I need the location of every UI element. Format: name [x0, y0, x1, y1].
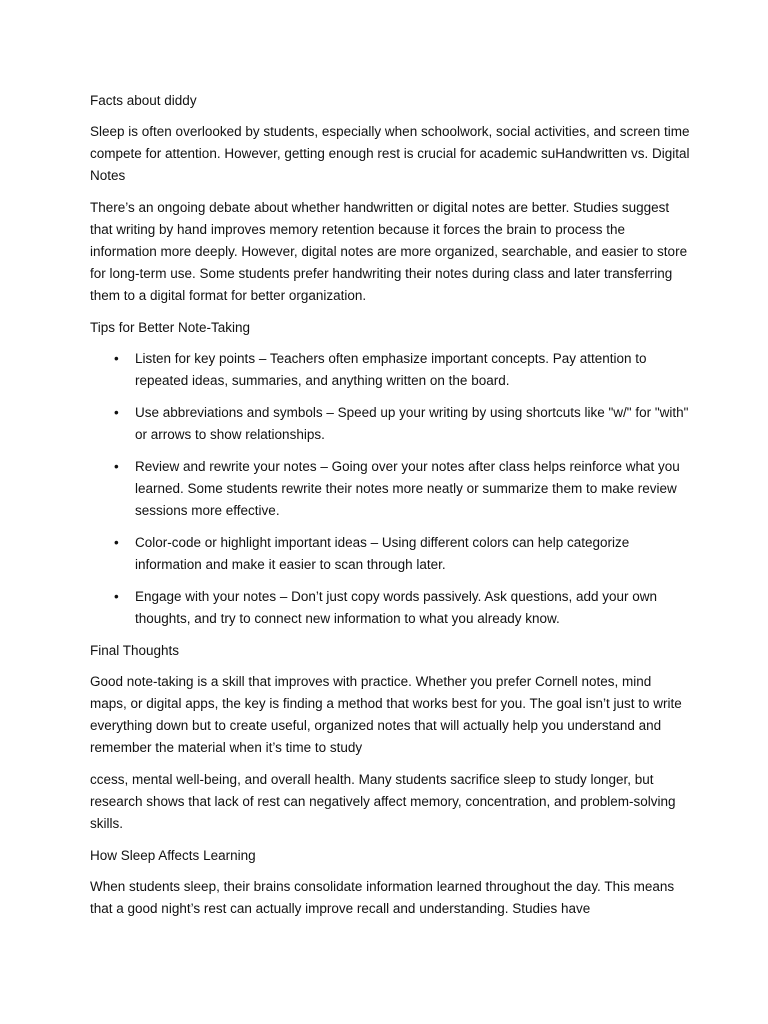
- continued-paragraph: ccess, mental well-being, and overall health. Many students sacrifice sleep to study longer, but research shows that lack of rest can negatively affect memory, concentration, and problem-solving skills.: [90, 772, 676, 831]
- bullet-icon: •: [114, 535, 119, 550]
- bullet-icon: •: [114, 405, 119, 420]
- document-title: Facts about diddy: [90, 93, 197, 108]
- tip-item: [90, 586, 690, 630]
- tip-text: Listen for key points – Teachers often emphasize important concepts. Pay attention to repeated ideas, summaries, and anything written on the board.: [135, 351, 647, 388]
- final-thoughts-paragraph: Good note-taking is a skill that improves with practice. Whether you prefer Cornell notes, mind maps, or digital apps, the key is finding a method that works best for you. The goal isn’t just to write everything down but to create useful, organized notes that will actually help you understand and remember the material when it’s time to study: [90, 674, 682, 755]
- tip-item: [90, 348, 690, 392]
- document-page: [90, 90, 690, 930]
- debate-paragraph: There’s an ongoing debate about whether handwritten or digital notes are better. Studies suggest that writing by hand improves memory retention because it forces the brain to process the information more deeply. However, digital notes are more organized, searchable, and easier to store for long-term use. Some students prefer handwriting their notes during class and later transferring them to a digital format for better organization.: [90, 200, 688, 303]
- bullet-icon: •: [114, 459, 119, 474]
- sleep-learning-heading: How Sleep Affects Learning: [90, 848, 256, 863]
- tip-text: Review and rewrite your notes – Going over your notes after class helps reinforce what you learned. Some students rewrite their notes more neatly or summarize them to make review sessions more effective.: [135, 459, 680, 518]
- tip-text: Use abbreviations and symbols – Speed up your writing by using shortcuts like "w/" for "with" or arrows to show relationships.: [135, 405, 689, 442]
- bullet-icon: •: [114, 351, 119, 366]
- tip-text: Engage with your notes – Don’t just copy words passively. Ask questions, add your own thoughts, and try to connect new information to what you already know.: [135, 589, 658, 626]
- final-thoughts-heading: Final Thoughts: [90, 643, 180, 658]
- tip-item: [90, 402, 690, 446]
- tips-list: [90, 348, 690, 630]
- tip-item: [90, 456, 690, 522]
- intro-paragraph: Sleep is often overlooked by students, especially when schoolwork, social activities, and screen time compete for attention. However, getting enough rest is crucial for academic suHandwritten vs. Digital Notes: [90, 124, 690, 183]
- tips-heading: Tips for Better Note-Taking: [90, 320, 251, 335]
- bullet-icon: •: [114, 589, 119, 604]
- sleep-learning-paragraph: When students sleep, their brains consolidate information learned throughout the day. This means that a good night’s rest can actually improve recall and understanding. Studies have: [90, 879, 675, 916]
- tip-item: [90, 532, 690, 576]
- tip-text: Color-code or highlight important ideas – Using different colors can help categorize information and make it easier to scan through later.: [135, 535, 630, 572]
